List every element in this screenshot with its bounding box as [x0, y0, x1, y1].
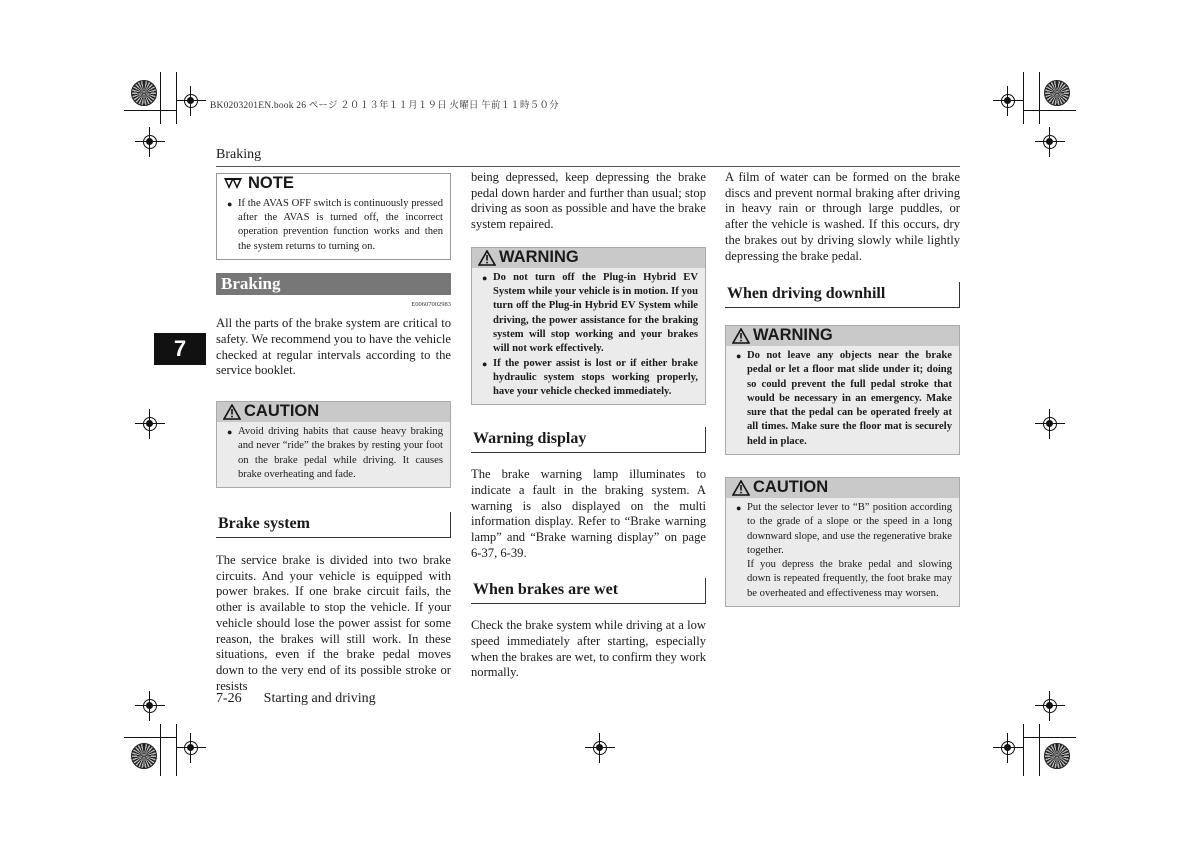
- heading-warning-display: Warning display: [471, 427, 706, 453]
- crosshair-mark-top-right: [993, 86, 1023, 116]
- crosshair-mark-left-lower: [135, 691, 165, 721]
- caution-title-2: [726, 478, 959, 498]
- warning-display-text: The brake warning lamp illuminates to indicate a fault in the braking system. A warning is also displayed on the multi information display. Refer to “Brake warning lamp” and “Brake warning display” on page 6-37, 6-39.: [471, 467, 706, 560]
- caution-box-1: [216, 401, 451, 488]
- registration-rosette-bottom-left: [131, 743, 157, 769]
- crop-mark: [1024, 737, 1076, 738]
- note-item: ● If the AVAS OFF switch is continuously pressed after the AVAS is turned off, the incorrect operation prevention function works and then the system returns to turning on.: [227, 197, 443, 254]
- crosshair-mark-bottom-left: [176, 733, 206, 763]
- crosshair-mark-right-upper: [1035, 127, 1065, 157]
- section-title-braking: Braking: [216, 273, 451, 295]
- crop-mark: [1023, 72, 1024, 124]
- caution-title-1-text: CAUTION: [244, 402, 320, 421]
- warning-body-1: [472, 268, 705, 405]
- crop-mark: [1039, 72, 1040, 124]
- warning-title-2-text: WARNING: [753, 326, 833, 345]
- braking-intro: All the parts of the brake system are critical to safety. We recommend you to have the vehicle checked at regular intervals according to the service booklet.: [216, 316, 451, 378]
- note-body: [217, 194, 450, 259]
- crosshair-mark-bottom-center: [585, 733, 615, 763]
- caution-box-2: [725, 477, 960, 607]
- crop-mark: [160, 72, 161, 124]
- crop-mark: [160, 724, 161, 776]
- heading-driving-downhill: When driving downhill: [725, 282, 960, 308]
- caution-title-1: [217, 402, 450, 422]
- caution-body-1: [217, 422, 450, 487]
- page-number: 7-26: [216, 691, 242, 706]
- caution-item: ● Avoid driving habits that cause heavy braking and never “ride” the brakes by resting your foot on the brake pedal while driving. It causes brake overheating and fade.: [227, 425, 443, 482]
- column-left: [216, 173, 451, 694]
- caution-triangle-icon: [732, 480, 750, 496]
- note-icon: [223, 177, 245, 191]
- caution-title-2-text: CAUTION: [753, 478, 829, 497]
- registration-rosette-bottom-right: [1044, 743, 1070, 769]
- crop-mark: [124, 737, 176, 738]
- warning-box-2: [725, 325, 960, 455]
- crosshair-mark-left-upper: [135, 127, 165, 157]
- crop-mark: [1024, 110, 1076, 111]
- warning-item: ● Do not turn off the Plug-in Hybrid EV System while your vehicle is in motion. If you turn off the Plug-in Hybrid EV System while driving, the power assistance for the braking system will stop working and your brakes will not work effectively.: [482, 271, 698, 357]
- header-rule: [216, 166, 960, 167]
- note-title-text: NOTE: [248, 174, 294, 192]
- column-right: [725, 170, 960, 607]
- warning-title-2: [726, 326, 959, 346]
- warning-triangle-icon: [478, 250, 496, 266]
- heading-when-brakes-wet: When brakes are wet: [471, 578, 706, 604]
- crosshair-mark-bottom-right: [993, 733, 1023, 763]
- crosshair-mark-right-middle: [1035, 409, 1065, 439]
- caution-triangle-icon: [223, 404, 241, 420]
- crop-mark: [176, 72, 177, 124]
- warning-triangle-icon: [732, 328, 750, 344]
- page-footer: [216, 691, 398, 707]
- when-wet-text: Check the brake system while driving at a low speed immediately after starting, especially when the brakes are wet, to confirm they work normally.: [471, 618, 706, 680]
- warning-box-1: [471, 247, 706, 406]
- warning-item: ● Do not leave any objects near the brake pedal or let a floor mat slide under it; doing so could prevent the full pedal stroke that would be necessary in an emergency. Make sure that the pedal can be operated freely at all times. Make sure the floor mat is securely held in place.: [736, 349, 952, 449]
- when-wet-continued: A film of water can be formed on the brake discs and prevent normal braking after driving in heavy rain or through large puddles, or after the vehicle is washed. If this occurs, dry the brakes out by driving slowly while lightly depressing the brake pedal.: [725, 170, 960, 263]
- crop-mark: [1023, 724, 1024, 776]
- crop-mark: [176, 724, 177, 776]
- section-name: Starting and driving: [263, 691, 376, 706]
- warning-title-1-text: WARNING: [499, 247, 579, 266]
- warning-item: ● If the power assist is lost or if either brake hydraulic system stops working properly, have your vehicle checked immediately.: [482, 357, 698, 400]
- section-code: E00607002983: [411, 300, 451, 308]
- registration-rosette-top-left: [131, 80, 157, 106]
- warning-title-1: [472, 248, 705, 268]
- registration-rosette-top-right: [1044, 80, 1070, 106]
- column-middle: [471, 170, 706, 681]
- crosshair-mark-right-lower: [1035, 691, 1065, 721]
- crop-mark: [1039, 724, 1040, 776]
- print-header: BK0203201EN.book 26 ページ ２０１３年１１月１９日 火曜日 午前１１時５０分: [210, 101, 559, 111]
- crop-mark: [124, 110, 176, 111]
- brake-system-text: The service brake is divided into two brake circuits. And your vehicle is equipped with power brakes. If one brake circuit fails, the other is available to stop the vehicle. If your vehicle should lose the power assist for some reason, the brakes will still work. In these situations, even if the brake pedal moves down to the very end of its possible stroke or resists: [216, 553, 451, 693]
- crosshair-mark-top-left: [176, 86, 206, 116]
- brake-system-continued: being depressed, keep depressing the brake pedal down harder and further than usual; stop driving as soon as possible and have the brake system repaired.: [471, 170, 706, 232]
- caution-item: ● Put the selector lever to “B” position according to the grade of a slope or the speed in a long downward slope, and use the regenerative brake together.: [736, 501, 952, 558]
- warning-body-2: [726, 346, 959, 454]
- crosshair-mark-left-middle: [135, 409, 165, 439]
- chapter-tab: 7: [154, 333, 206, 365]
- heading-brake-system: Brake system: [216, 512, 451, 538]
- running-title: Braking: [216, 147, 262, 162]
- caution-extra: If you depress the brake pedal and slowing down is repeated frequently, the foot brake may be overheated and effectiveness may worsen.: [747, 559, 952, 599]
- note-title: [217, 174, 450, 194]
- note-box: [216, 173, 451, 260]
- caution-body-2: [726, 498, 959, 606]
